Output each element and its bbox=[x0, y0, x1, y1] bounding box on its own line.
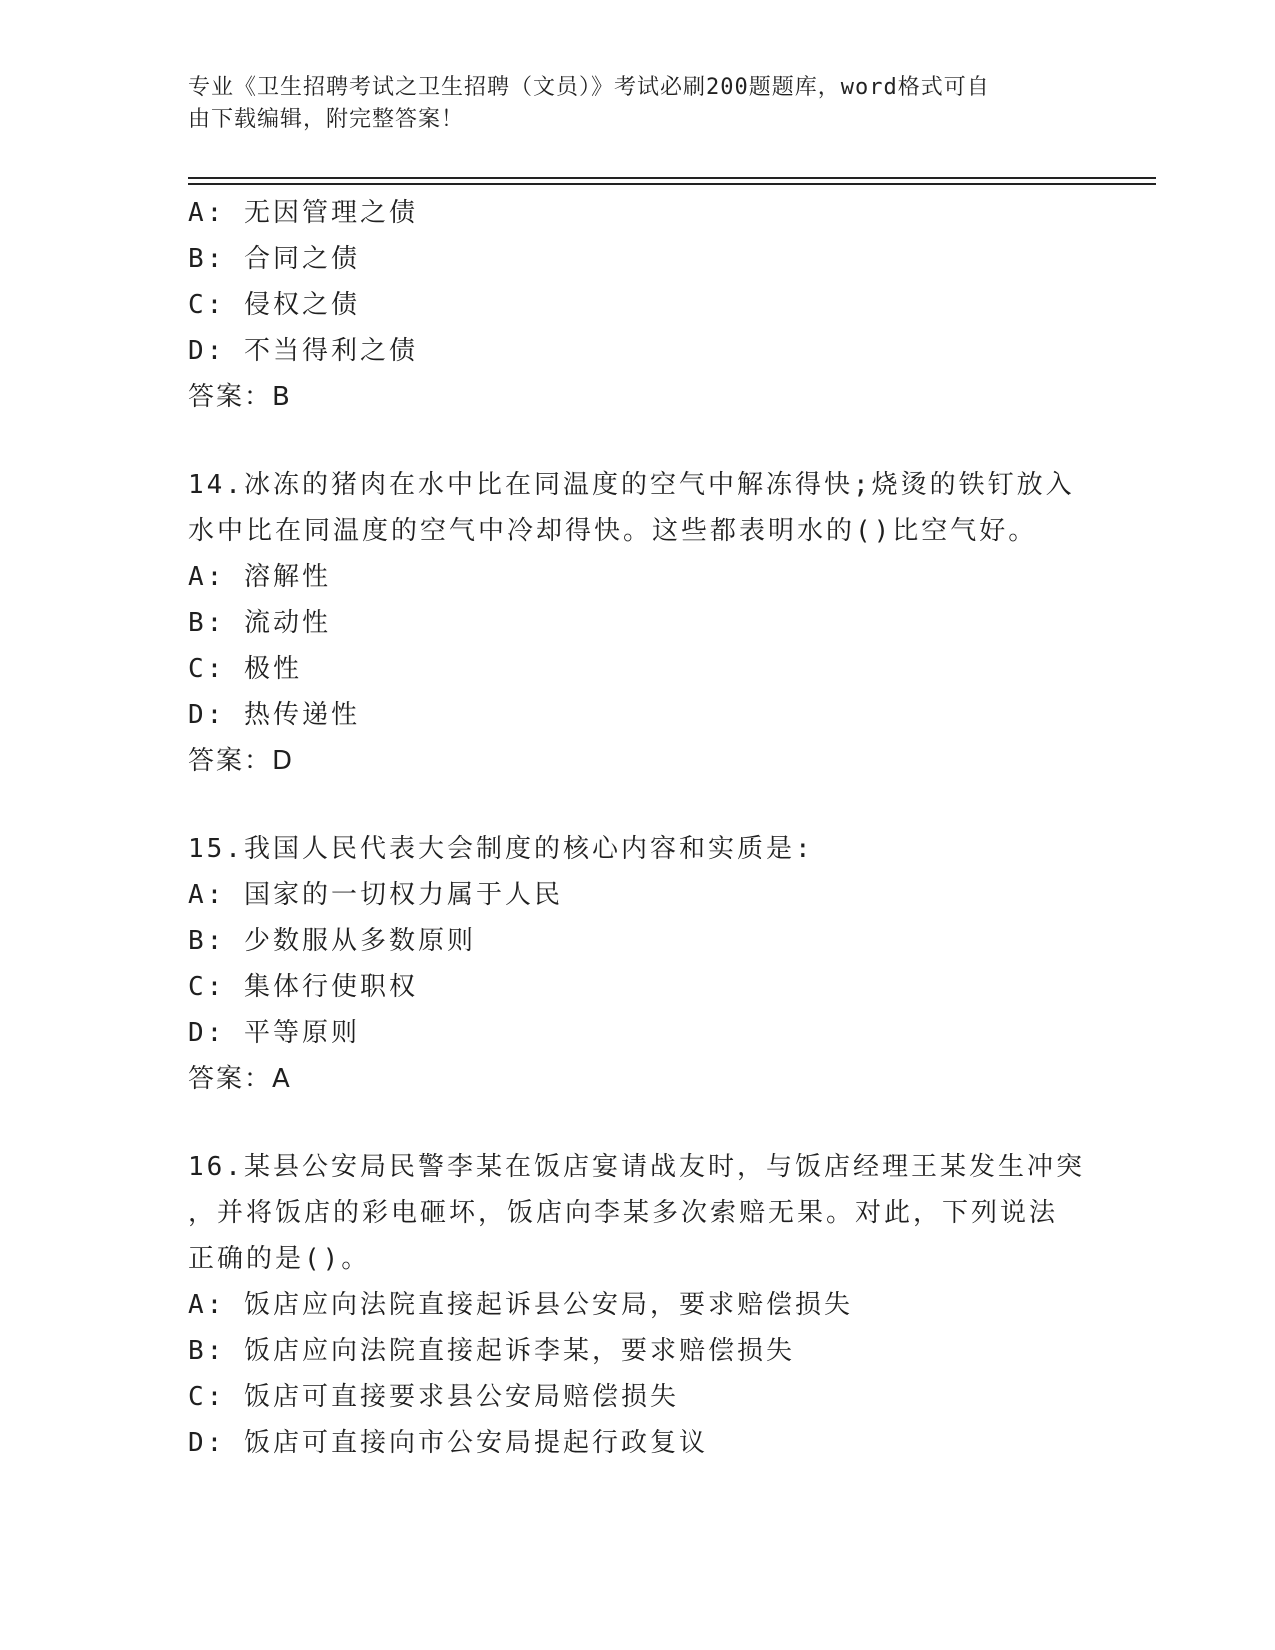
option-a: A: 无因管理之债 bbox=[188, 198, 418, 228]
block-spacer bbox=[188, 784, 1088, 826]
option-b: B: 合同之债 bbox=[188, 244, 360, 274]
option-d: D: 饭店可直接向市公安局提起行政复议 bbox=[188, 1428, 708, 1458]
block-spacer bbox=[188, 420, 1088, 462]
option-c: C: 侵权之债 bbox=[188, 290, 360, 320]
question-block-16 bbox=[188, 1144, 1088, 1466]
answer-line: 答案：A bbox=[188, 1064, 292, 1094]
option-d: D: 热传递性 bbox=[188, 700, 360, 730]
header-line-1: 专业《卫生招聘考试之卫生招聘（文员）》考试必刷200题题库，word格式可自 bbox=[188, 75, 990, 100]
option-c: C: 集体行使职权 bbox=[188, 972, 418, 1002]
question-block-13 bbox=[188, 190, 1088, 420]
answer-line: 答案：B bbox=[188, 382, 292, 412]
question-text-line: 16.某县公安局民警李某在饭店宴请战友时，与饭店经理王某发生冲突 bbox=[188, 1152, 1085, 1182]
question-block-15 bbox=[188, 826, 1088, 1102]
option-b: B: 少数服从多数原则 bbox=[188, 926, 476, 956]
header-line-2: 由下载编辑，附完整答案！ bbox=[188, 107, 465, 132]
question-text-line: 水中比在同温度的空气中冷却得快。这些都表明水的()比空气好。 bbox=[188, 516, 1038, 546]
question-block-14 bbox=[188, 462, 1088, 784]
option-d: D: 平等原则 bbox=[188, 1018, 360, 1048]
question-text-line: ，并将饭店的彩电砸坏，饭店向李某多次索赔无果。对此，下列说法 bbox=[188, 1198, 1059, 1228]
question-text-line: 14.冰冻的猪肉在水中比在同温度的空气中解冻得快;烧烫的铁钉放入 bbox=[188, 470, 1075, 500]
question-list bbox=[188, 190, 1088, 1466]
option-d: D: 不当得利之债 bbox=[188, 336, 418, 366]
option-a: A: 国家的一切权力属于人民 bbox=[188, 880, 563, 910]
header-divider-top bbox=[188, 177, 1156, 179]
answer-line: 答案：D bbox=[188, 746, 295, 776]
document-header bbox=[188, 72, 1068, 136]
option-b: B: 流动性 bbox=[188, 608, 331, 638]
option-c: C: 饭店可直接要求县公安局赔偿损失 bbox=[188, 1382, 679, 1412]
header-divider-bottom bbox=[188, 183, 1156, 185]
question-text-line: 正确的是()。 bbox=[188, 1244, 371, 1274]
option-b: B: 饭店应向法院直接起诉李某，要求赔偿损失 bbox=[188, 1336, 795, 1366]
option-a: A: 饭店应向法院直接起诉县公安局，要求赔偿损失 bbox=[188, 1290, 853, 1320]
option-a: A: 溶解性 bbox=[188, 562, 331, 592]
option-c: C: 极性 bbox=[188, 654, 302, 684]
question-text-line: 15.我国人民代表大会制度的核心内容和实质是: bbox=[188, 834, 814, 864]
block-spacer bbox=[188, 1102, 1088, 1144]
